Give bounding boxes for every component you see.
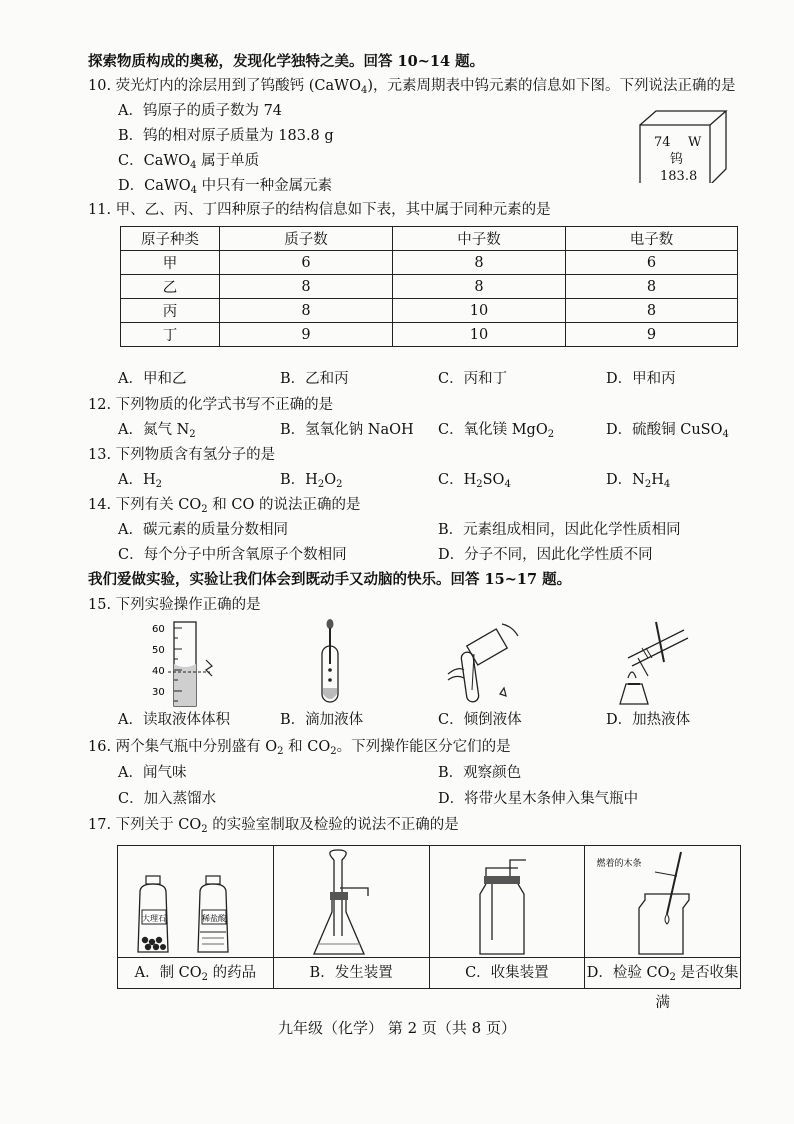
q13-option-b: B．$H_2O_2$	[280, 472, 343, 490]
q17-cell-b	[274, 846, 430, 988]
q14-stem: 14. 下列有关 $CO_2$ 和 CO 的说法正确的是	[88, 497, 361, 515]
q10-option-a: A．钨原子的质子数为 74	[118, 103, 283, 119]
element-name: 钨	[670, 152, 684, 167]
q17-caption-d: D．检验 $CO_2$ 是否收集满	[585, 957, 740, 988]
q15-option-a: A．读取液体体积	[118, 712, 230, 728]
q14-option-a: A．碳元素的质量分数相同	[118, 522, 288, 538]
table-header: 电子数	[566, 227, 738, 251]
q16-option-b: B．观察颜色	[438, 765, 522, 781]
q16-option-c: C．加入蒸馏水	[118, 791, 217, 807]
element-atomic-mass: 183.8	[660, 169, 698, 184]
gas-collection-figure	[432, 848, 572, 958]
q11-option-c: C．丙和丁	[438, 371, 508, 387]
scale-label: 40	[152, 666, 165, 677]
heating-liquid-figure	[606, 618, 696, 708]
q17-caption-c: C．收集装置	[430, 957, 585, 988]
q13-stem: 13. 下列物质含有氢分子的是	[88, 447, 276, 463]
q11-option-a: A．甲和乙	[118, 371, 187, 387]
table-header: 中子数	[393, 227, 566, 251]
page-footer: 九年级（化学） 第 2 页（共 8 页）	[278, 1019, 516, 1037]
q10-option-d: D．CaWO$_4$ 中只有一种金属元素	[118, 178, 333, 196]
q15-option-b: B．滴加液体	[280, 712, 364, 728]
gas-generation-figure	[276, 848, 416, 958]
q17-cell-c	[430, 846, 586, 988]
table-header: 质子数	[220, 227, 393, 251]
dropper-test-tube-figure	[310, 618, 350, 708]
q11-option-d: D．甲和丙	[606, 371, 676, 387]
label-marble: 大理石	[142, 914, 166, 923]
pouring-liquid-figure	[440, 618, 530, 708]
q14-option-c: C．每个分子中所含氧原子个数相同	[118, 547, 347, 563]
q11-stem: 11. 甲、乙、丙、丁四种原子的结构信息如下表，其中属于同种元素的是	[88, 202, 551, 218]
q10-option-b: B．钨的相对原子质量为 183.8 g	[118, 128, 334, 144]
element-symbol: W	[688, 135, 702, 150]
table-header-row	[121, 227, 738, 251]
q16-option-d: D．将带火星木条伸入集气瓶中	[438, 791, 639, 807]
q10-stem: 10. 荧光灯内的涂层用到了钨酸钙 (CaWO$_4$)，元素周期表中钨元素的信息如下图。下列说法正确的是	[88, 78, 736, 96]
q15-option-d: D．加热液体	[606, 712, 691, 728]
scale-label: 60	[152, 624, 165, 635]
co2-test-figure	[585, 848, 735, 958]
table-row: 丁 9 10 9	[121, 323, 738, 347]
q16-option-a: A．闻气味	[118, 765, 187, 781]
scale-label: 50	[152, 645, 165, 656]
q12-option-a: A．氮气 $N_2$	[118, 422, 196, 440]
q14-option-b: B．元素组成相同，因此化学性质相同	[438, 522, 681, 538]
q17-stem: 17. 下列关于 $CO_2$ 的实验室制取及检验的说法不正确的是	[88, 817, 459, 835]
table-row: 丙 8 10 8	[121, 299, 738, 323]
reagent-bottles-figure	[124, 848, 264, 958]
q13-option-d: D．$N_2H_4$	[606, 472, 671, 490]
q15-stem: 15. 下列实验操作正确的是	[88, 597, 261, 613]
table-row: 乙 8 8 8	[121, 275, 738, 299]
tungsten-element-cell	[640, 111, 726, 185]
scale-label: 30	[152, 687, 165, 698]
q17-caption-a: A．制 $CO_2$ 的药品	[118, 957, 273, 988]
q16-stem: 16. 两个集气瓶中分别盛有 $O_2$ 和 $CO_2$。下列操作能区分它们的是	[88, 739, 511, 757]
q12-option-b: B．氢氧化钠 NaOH	[280, 422, 414, 438]
q17-figure-table	[117, 845, 741, 1011]
q12-stem: 12. 下列物质的化学式书写不正确的是	[88, 397, 334, 413]
table-row: 甲 6 8 6	[121, 251, 738, 275]
element-atomic-number: 74	[654, 135, 671, 150]
graduated-cylinder-figure	[148, 620, 228, 708]
q14-option-d: D．分子不同，因此化学性质不同	[438, 547, 653, 563]
label-dilute-hcl: 稀盐酸	[202, 914, 226, 923]
q17-caption-b: B．发生装置	[274, 957, 429, 988]
q17-cell-a	[118, 846, 274, 988]
q12-option-c: C．氧化镁 MgO$_2$	[438, 422, 555, 440]
q13-option-c: C．$H_2SO_4$	[438, 472, 511, 490]
atom-structure-table	[120, 226, 738, 347]
table-header: 原子种类	[121, 227, 220, 251]
q10-option-c: C．CaWO$_4$ 属于单质	[118, 153, 260, 171]
label-burning-stick: 燃着的木条	[596, 859, 642, 869]
q11-option-b: B．乙和丙	[280, 371, 349, 387]
section-intro-1: 探索物质构成的奥秘，发现化学独特之美。回答 10~14 题。	[88, 53, 485, 70]
q13-option-a: A．$H_2$	[118, 472, 162, 490]
q12-option-d: D．硫酸铜 CuSO$_4$	[606, 422, 729, 440]
q17-cell-d	[585, 846, 740, 1011]
q15-option-c: C．倾倒液体	[438, 712, 522, 728]
section-intro-2: 我们爱做实验，实验让我们体会到既动手又动脑的快乐。回答 15~17 题。	[88, 571, 572, 588]
